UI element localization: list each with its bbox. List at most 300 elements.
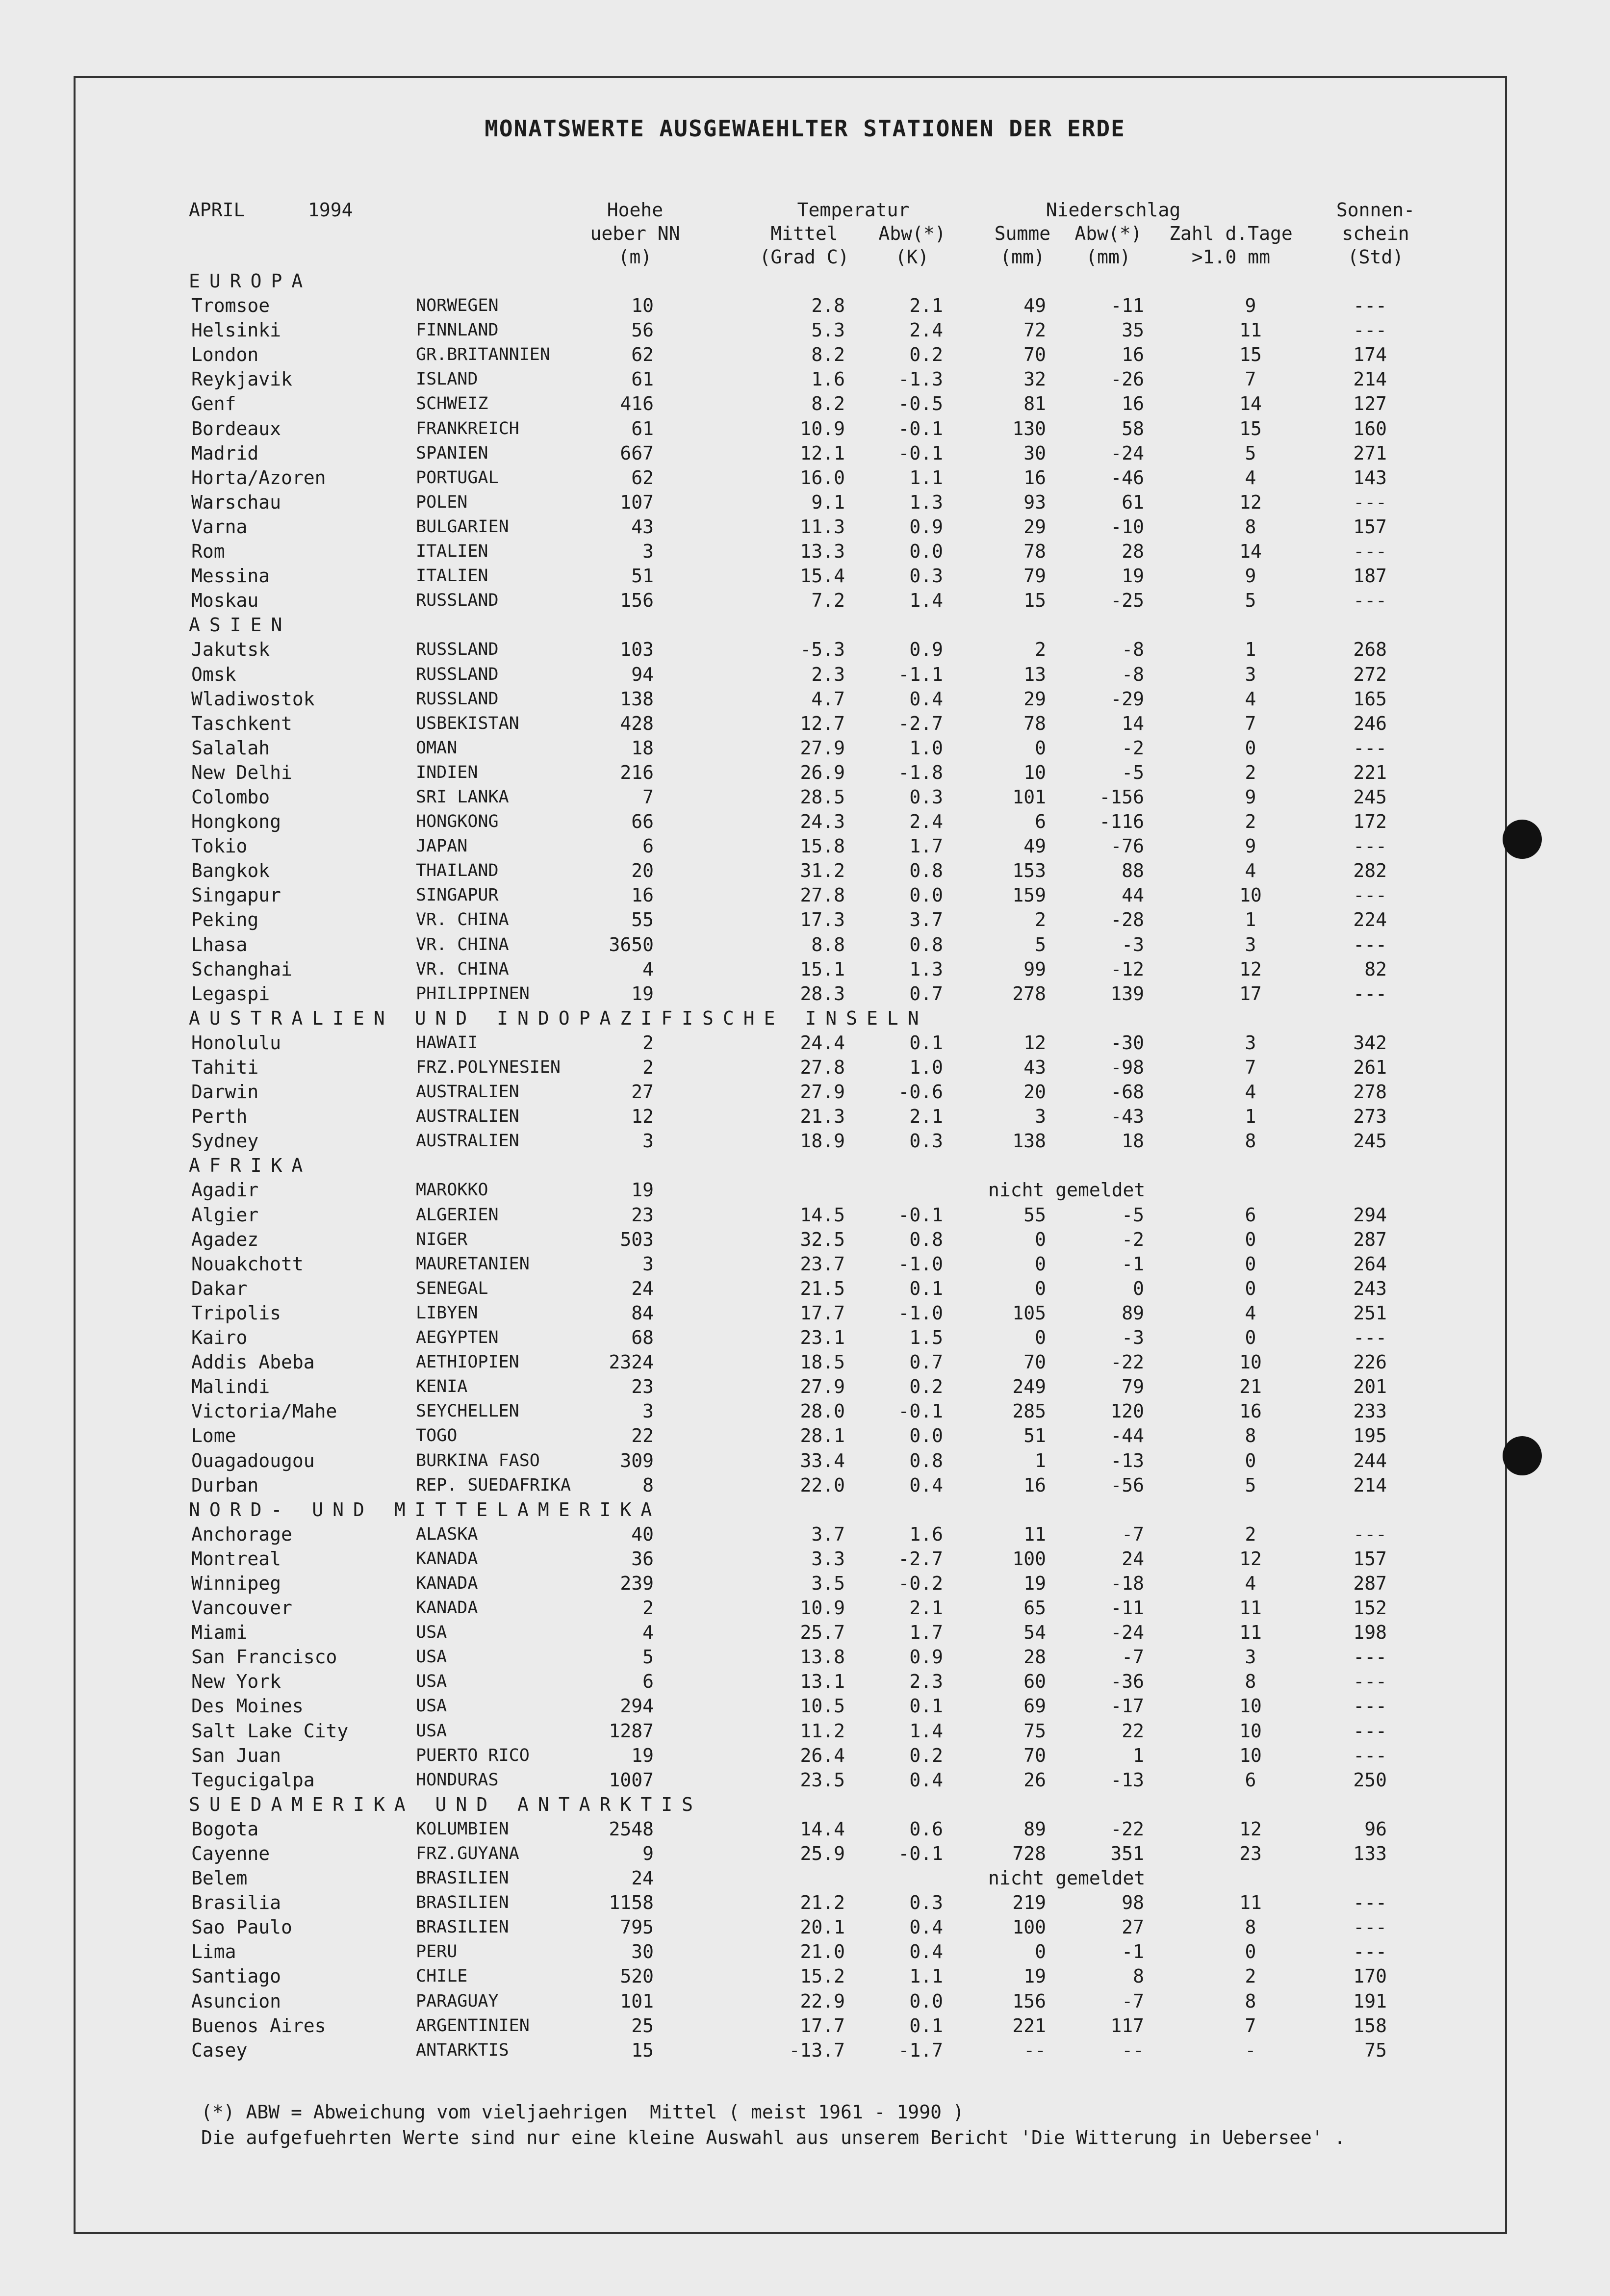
table-cell: -1 bbox=[1122, 1253, 1144, 1275]
table-cell: 28.0 bbox=[800, 1400, 845, 1422]
table-cell: 1007 bbox=[609, 1769, 654, 1791]
table-cell: AUSTRALIEN bbox=[416, 1082, 519, 1102]
table-cell: 2.8 bbox=[811, 295, 845, 317]
table-cell: 10 bbox=[1239, 1744, 1262, 1766]
table-cell: 94 bbox=[631, 663, 654, 685]
table-cell: 1 bbox=[1245, 909, 1256, 931]
table-cell: 1.1 bbox=[909, 466, 943, 489]
table-cell: 13.1 bbox=[800, 1671, 845, 1693]
table-cell: -1.8 bbox=[898, 761, 943, 783]
table-cell: 7 bbox=[1245, 2014, 1256, 2037]
table-cell: 5 bbox=[1245, 590, 1256, 612]
table-cell: -10 bbox=[1110, 516, 1144, 538]
table-cell: -7 bbox=[1122, 1646, 1144, 1668]
table-cell: 138 bbox=[620, 688, 654, 710]
table-cell: -1.7 bbox=[898, 2039, 943, 2061]
table-cell: 0.0 bbox=[909, 541, 943, 563]
table-cell: 75 bbox=[1364, 2039, 1387, 2061]
footnote bbox=[201, 2099, 1346, 2150]
table-cell: San Juan bbox=[191, 1744, 281, 1766]
table-row bbox=[0, 1841, 1610, 1866]
table-cell: 520 bbox=[620, 1965, 654, 1987]
section-title: NORD- UND MITTELAMERIKA bbox=[189, 1498, 662, 1521]
table-cell: 195 bbox=[1353, 1425, 1387, 1447]
table-cell: 2548 bbox=[609, 1818, 654, 1840]
table-cell: -2.7 bbox=[898, 712, 943, 734]
table-row bbox=[0, 1694, 1610, 1718]
table-cell: -11 bbox=[1110, 1597, 1144, 1619]
table-row bbox=[0, 367, 1610, 391]
table-cell: 0.0 bbox=[909, 1425, 943, 1447]
table-cell: 1.1 bbox=[909, 1965, 943, 1987]
table-cell: 172 bbox=[1353, 811, 1387, 833]
table-cell: NORWEGEN bbox=[416, 296, 499, 316]
table-cell: Lome bbox=[191, 1425, 236, 1447]
table-row bbox=[0, 1178, 1610, 1202]
table-cell: Salalah bbox=[191, 737, 270, 759]
table-cell: 8.2 bbox=[811, 393, 845, 415]
table-cell: 278 bbox=[1353, 1081, 1387, 1103]
table-cell: 0.0 bbox=[909, 1990, 943, 2012]
table-cell: -2 bbox=[1122, 737, 1144, 759]
table-row bbox=[0, 1252, 1610, 1276]
table-cell: 10.5 bbox=[800, 1695, 845, 1717]
table-cell: Casey bbox=[191, 2039, 248, 2061]
table-cell: Genf bbox=[191, 393, 236, 415]
table-cell: 20.1 bbox=[800, 1916, 845, 1938]
table-cell: 8 bbox=[1245, 1671, 1256, 1693]
table-row bbox=[0, 2038, 1610, 2063]
table-cell: 3 bbox=[642, 541, 654, 563]
table-cell: 120 bbox=[1110, 1400, 1144, 1422]
table-cell: 191 bbox=[1353, 1990, 1387, 2012]
table-cell: 2 bbox=[1245, 1523, 1256, 1545]
table-cell: PARAGUAY bbox=[416, 1991, 499, 2011]
table-cell: 31.2 bbox=[800, 860, 845, 882]
table-row bbox=[0, 1571, 1610, 1596]
table-cell: Durban bbox=[191, 1474, 259, 1496]
table-cell: Moskau bbox=[191, 590, 259, 612]
punch-hole bbox=[1503, 1436, 1542, 1475]
table-cell: 0 bbox=[1133, 1277, 1144, 1299]
table-cell: 246 bbox=[1353, 712, 1387, 734]
table-cell: Schanghai bbox=[191, 958, 292, 980]
table-cell: 23.7 bbox=[800, 1253, 845, 1275]
table-cell: FINNLAND bbox=[416, 320, 499, 340]
table-cell: ITALIEN bbox=[416, 566, 488, 586]
table-cell: Sydney bbox=[191, 1130, 259, 1152]
section-title: ASIEN bbox=[189, 614, 292, 636]
table-cell: 12 bbox=[1239, 491, 1262, 513]
table-cell: Buenos Aires bbox=[191, 2014, 326, 2037]
table-cell: -24 bbox=[1110, 442, 1144, 464]
table-cell: Victoria/Mahe bbox=[191, 1400, 337, 1422]
table-cell: 18 bbox=[1122, 1130, 1144, 1152]
table-cell: 0 bbox=[1035, 1277, 1046, 1299]
table-cell: 250 bbox=[1353, 1769, 1387, 1791]
table-cell: 23.1 bbox=[800, 1327, 845, 1349]
col-height-label-1: Hoehe bbox=[607, 199, 664, 221]
table-cell: RUSSLAND bbox=[416, 591, 499, 611]
table-cell: 0 bbox=[1245, 737, 1256, 759]
section-title: AUSTRALIEN UND INDOPAZIFISCHE INSELN bbox=[189, 1007, 928, 1029]
table-row bbox=[0, 637, 1610, 662]
table-cell: Asuncion bbox=[191, 1990, 281, 2012]
table-cell: -17 bbox=[1110, 1695, 1144, 1717]
table-cell: 9 bbox=[1245, 295, 1256, 317]
table-cell: --- bbox=[1353, 884, 1387, 906]
table-cell: 7 bbox=[1245, 712, 1256, 734]
table-cell: Messina bbox=[191, 565, 270, 587]
table-cell: 8 bbox=[1245, 1130, 1256, 1152]
table-cell: -- bbox=[1122, 2039, 1144, 2061]
table-cell: RUSSLAND bbox=[416, 689, 499, 709]
table-cell: 6 bbox=[642, 835, 654, 857]
table-cell: 84 bbox=[631, 1302, 654, 1324]
table-cell: 60 bbox=[1023, 1671, 1046, 1693]
table-cell: 214 bbox=[1353, 1474, 1387, 1496]
table-cell: 15.2 bbox=[800, 1965, 845, 1987]
table-cell: 0 bbox=[1035, 1228, 1046, 1250]
table-cell: 245 bbox=[1353, 786, 1387, 808]
table-row bbox=[0, 1522, 1610, 1547]
table-cell: 78 bbox=[1023, 541, 1046, 563]
table-cell: --- bbox=[1353, 319, 1387, 341]
table-cell: Agadez bbox=[191, 1228, 259, 1250]
table-cell: 36 bbox=[631, 1548, 654, 1570]
table-cell: 69 bbox=[1023, 1695, 1046, 1717]
table-cell: 11.3 bbox=[800, 516, 845, 538]
table-cell: 20 bbox=[631, 860, 654, 882]
table-cell: FRZ.GUYANA bbox=[416, 1844, 519, 1863]
table-cell: -0.1 bbox=[898, 1400, 943, 1422]
table-cell: 1.4 bbox=[909, 590, 943, 612]
table-cell: SINGAPUR bbox=[416, 885, 499, 905]
table-cell: -1.1 bbox=[898, 663, 943, 685]
table-cell: 18 bbox=[631, 737, 654, 759]
table-cell: 89 bbox=[1122, 1302, 1144, 1324]
table-cell: BRASILIEN bbox=[416, 1917, 509, 1937]
table-cell: 503 bbox=[620, 1228, 654, 1250]
table-cell: FRZ.POLYNESIEN bbox=[416, 1058, 561, 1077]
table-cell: Bogota bbox=[191, 1818, 259, 1840]
table-cell: 0.4 bbox=[909, 1916, 943, 1938]
table-cell: 51 bbox=[1023, 1425, 1046, 1447]
table-cell: 4.7 bbox=[811, 688, 845, 710]
table-cell: 3 bbox=[1245, 1032, 1256, 1054]
table-cell: -7 bbox=[1122, 1990, 1144, 2012]
table-cell: 27.9 bbox=[800, 1081, 845, 1103]
table-row bbox=[0, 416, 1610, 441]
table-cell: -44 bbox=[1110, 1425, 1144, 1447]
section-header bbox=[0, 1497, 1610, 1522]
table-row bbox=[0, 465, 1610, 490]
table-cell: Reykjavik bbox=[191, 368, 292, 390]
table-cell: 156 bbox=[1012, 1990, 1046, 2012]
table-cell: -13 bbox=[1110, 1769, 1144, 1791]
table-cell: 2.4 bbox=[909, 319, 943, 341]
col-sunshine-label-1: Sonnen- bbox=[1336, 199, 1415, 221]
table-cell: BRASILIEN bbox=[416, 1893, 509, 1913]
table-cell: 32 bbox=[1023, 368, 1046, 390]
table-cell: -0.1 bbox=[898, 1204, 943, 1226]
table-cell: 3650 bbox=[609, 933, 654, 955]
table-cell: Ouagadougou bbox=[191, 1449, 315, 1471]
table-cell: 239 bbox=[620, 1572, 654, 1594]
table-cell: 23 bbox=[631, 1376, 654, 1398]
table-cell: 8 bbox=[1245, 516, 1256, 538]
table-cell: 61 bbox=[631, 368, 654, 390]
col-temperature-label: Temperatur bbox=[797, 199, 910, 221]
table-cell: 11 bbox=[1023, 1523, 1046, 1545]
table-cell: USA bbox=[416, 1721, 447, 1741]
table-cell: 12 bbox=[1239, 958, 1262, 980]
table-cell: 294 bbox=[620, 1695, 654, 1717]
table-cell: Anchorage bbox=[191, 1523, 292, 1545]
table-cell: 261 bbox=[1353, 1057, 1387, 1078]
table-cell: -0.5 bbox=[898, 393, 943, 415]
table-cell: RUSSLAND bbox=[416, 664, 499, 684]
table-cell: 22.0 bbox=[800, 1474, 845, 1496]
table-row bbox=[0, 883, 1610, 907]
table-cell: 127 bbox=[1353, 393, 1387, 415]
table-cell: 24.4 bbox=[800, 1032, 845, 1054]
table-cell: 0.4 bbox=[909, 1474, 943, 1496]
table-cell: 309 bbox=[620, 1449, 654, 1471]
table-cell: -0.1 bbox=[898, 442, 943, 464]
table-cell: 25.9 bbox=[800, 1843, 845, 1864]
table-row bbox=[0, 2013, 1610, 2038]
table-cell: Addis Abeba bbox=[191, 1351, 315, 1373]
table-cell: 1.6 bbox=[811, 368, 845, 390]
table-cell: 17.7 bbox=[800, 2014, 845, 2037]
table-cell: 2 bbox=[642, 1597, 654, 1619]
table-cell: 6 bbox=[1245, 1204, 1256, 1226]
table-cell: 15.4 bbox=[800, 565, 845, 587]
table-cell: 133 bbox=[1353, 1843, 1387, 1864]
table-cell: Brasilia bbox=[191, 1892, 281, 1914]
table-cell: 272 bbox=[1353, 663, 1387, 685]
table-cell: --- bbox=[1353, 1916, 1387, 1938]
table-cell: 10 bbox=[1239, 1351, 1262, 1373]
table-cell: 9 bbox=[642, 1843, 654, 1864]
table-cell: 1287 bbox=[609, 1720, 654, 1742]
col-precip-days-label: Zahl d.Tage bbox=[1169, 223, 1293, 244]
table-cell: --- bbox=[1353, 1671, 1387, 1693]
table-cell: 8 bbox=[1245, 1916, 1256, 1938]
table-cell: --- bbox=[1353, 1695, 1387, 1717]
table-cell: 89 bbox=[1023, 1818, 1046, 1840]
table-row bbox=[0, 1350, 1610, 1374]
table-cell: 27 bbox=[631, 1081, 654, 1103]
table-cell: 187 bbox=[1353, 565, 1387, 587]
table-cell: Omsk bbox=[191, 663, 236, 685]
table-cell: --- bbox=[1353, 835, 1387, 857]
table-cell: --- bbox=[1353, 933, 1387, 955]
table-cell: 0.6 bbox=[909, 1818, 943, 1840]
table-cell: KANADA bbox=[416, 1573, 478, 1593]
table-cell: 0.8 bbox=[909, 933, 943, 955]
table-cell: 21.2 bbox=[800, 1892, 845, 1914]
table-cell: 68 bbox=[631, 1327, 654, 1349]
table-cell: 55 bbox=[631, 909, 654, 931]
table-row bbox=[0, 809, 1610, 834]
table-cell: 70 bbox=[1023, 344, 1046, 366]
table-cell: 795 bbox=[620, 1916, 654, 1938]
table-cell: Sao Paulo bbox=[191, 1916, 292, 1938]
table-cell: 1.3 bbox=[909, 958, 943, 980]
table-cell: 81 bbox=[1023, 393, 1046, 415]
table-row bbox=[0, 564, 1610, 588]
table-cell: MAURETANIEN bbox=[416, 1254, 530, 1274]
punch-hole bbox=[1503, 820, 1542, 859]
table-cell: 12.7 bbox=[800, 712, 845, 734]
table-cell: -22 bbox=[1110, 1818, 1144, 1840]
table-cell: GR.BRITANNIEN bbox=[416, 345, 550, 365]
table-cell: 243 bbox=[1353, 1277, 1387, 1299]
table-cell: 2 bbox=[1245, 1965, 1256, 1987]
table-row bbox=[0, 441, 1610, 465]
table-cell: Montreal bbox=[191, 1548, 281, 1570]
table-cell: -98 bbox=[1110, 1057, 1144, 1078]
table-cell: PERU bbox=[416, 1942, 458, 1962]
table-cell: Peking bbox=[191, 909, 259, 931]
table-cell: ALGERIEN bbox=[416, 1205, 499, 1225]
table-cell: 294 bbox=[1353, 1204, 1387, 1226]
col-sunshine-unit: (Std) bbox=[1347, 246, 1404, 268]
table-cell: 216 bbox=[620, 761, 654, 783]
table-cell: 0.9 bbox=[909, 1646, 943, 1668]
table-cell: 12 bbox=[1239, 1818, 1262, 1840]
table-cell: 65 bbox=[1023, 1597, 1046, 1619]
table-cell: KENIA bbox=[416, 1377, 468, 1397]
table-cell: 11 bbox=[1239, 1892, 1262, 1914]
table-cell: 3.3 bbox=[811, 1548, 845, 1570]
table-cell: Nouakchott bbox=[191, 1253, 304, 1275]
page-title: MONATSWERTE AUSGEWAEHLTER STATIONEN DER ERDE bbox=[485, 115, 1125, 142]
table-cell: PHILIPPINEN bbox=[416, 983, 530, 1004]
table-cell: 12.1 bbox=[800, 442, 845, 464]
report-month: APRIL bbox=[189, 199, 245, 221]
table-cell: Madrid bbox=[191, 442, 259, 464]
table-row bbox=[0, 1129, 1610, 1153]
table-cell: 25 bbox=[631, 2014, 654, 2037]
table-row bbox=[0, 858, 1610, 883]
table-cell: 159 bbox=[1012, 884, 1046, 906]
table-cell: 100 bbox=[1012, 1548, 1046, 1570]
table-cell: 54 bbox=[1023, 1622, 1046, 1644]
table-cell: Des Moines bbox=[191, 1695, 304, 1717]
table-cell: 264 bbox=[1353, 1253, 1387, 1275]
table-cell: nicht gemeldet bbox=[988, 1867, 1146, 1889]
table-row bbox=[0, 1203, 1610, 1227]
table-cell: --- bbox=[1353, 1523, 1387, 1545]
table-row bbox=[0, 1939, 1610, 1964]
table-cell: -1 bbox=[1122, 1941, 1144, 1963]
table-cell: 30 bbox=[631, 1941, 654, 1963]
table-cell: 0.2 bbox=[909, 1376, 943, 1398]
table-cell: 27 bbox=[1122, 1916, 1144, 1938]
table-cell: Lima bbox=[191, 1941, 236, 1963]
table-cell: USA bbox=[416, 1672, 447, 1692]
table-cell: -76 bbox=[1110, 835, 1144, 857]
footnote-line: Die aufgefuehrten Werte sind nur eine kleine Auswahl aus unserem Bericht 'Die Witterung in Uebersee' . bbox=[201, 2127, 1346, 2148]
table-cell: USA bbox=[416, 1623, 447, 1643]
table-cell: 23.5 bbox=[800, 1769, 845, 1791]
table-cell: San Francisco bbox=[191, 1646, 337, 1668]
table-cell: Vancouver bbox=[191, 1597, 292, 1619]
table-cell: 0 bbox=[1035, 1941, 1046, 1963]
section-header bbox=[0, 613, 1610, 637]
table-cell: Cayenne bbox=[191, 1843, 270, 1864]
table-cell: -3 bbox=[1122, 1327, 1144, 1349]
table-cell: RUSSLAND bbox=[416, 640, 499, 660]
table-row bbox=[0, 1055, 1610, 1080]
table-cell: 24.3 bbox=[800, 811, 845, 833]
table-cell: 7 bbox=[642, 786, 654, 808]
report-year: 1994 bbox=[308, 199, 353, 221]
table-cell: AUSTRALIEN bbox=[416, 1131, 519, 1151]
table-cell: 27.9 bbox=[800, 737, 845, 759]
table-cell: CHILE bbox=[416, 1966, 468, 1986]
table-cell: 0 bbox=[1245, 1228, 1256, 1250]
table-cell: HAWAII bbox=[416, 1032, 478, 1053]
table-cell: 11 bbox=[1239, 319, 1262, 341]
table-cell: 21.3 bbox=[800, 1106, 845, 1128]
table-row bbox=[0, 1325, 1610, 1350]
table-cell: 0.1 bbox=[909, 1695, 943, 1717]
table-cell: 58 bbox=[1122, 417, 1144, 439]
table-cell: 14 bbox=[1239, 393, 1262, 415]
table-row bbox=[0, 981, 1610, 1006]
table-cell: 2 bbox=[642, 1032, 654, 1054]
table-cell: 0.1 bbox=[909, 2014, 943, 2037]
table-cell: New York bbox=[191, 1671, 281, 1693]
table-cell: nicht gemeldet bbox=[988, 1179, 1146, 1201]
table-cell: 24 bbox=[631, 1277, 654, 1299]
table-cell: 16 bbox=[1122, 344, 1144, 366]
table-cell: KOLUMBIEN bbox=[416, 1819, 509, 1839]
table-cell: -13.7 bbox=[789, 2039, 845, 2061]
table-cell: KANADA bbox=[416, 1548, 478, 1569]
table-cell: 24 bbox=[1122, 1548, 1144, 1570]
table-cell: 17 bbox=[1239, 982, 1262, 1005]
table-cell: 130 bbox=[1012, 417, 1046, 439]
table-cell: --- bbox=[1353, 590, 1387, 612]
table-cell: 15 bbox=[1023, 590, 1046, 612]
table-cell: 233 bbox=[1353, 1400, 1387, 1422]
table-row bbox=[0, 1596, 1610, 1620]
table-cell: 4 bbox=[1245, 688, 1256, 710]
table-cell: 8 bbox=[1245, 1425, 1256, 1447]
table-cell: -2.7 bbox=[898, 1548, 943, 1570]
col-precip-label: Niederschlag bbox=[1046, 199, 1181, 221]
table-cell: 5 bbox=[1245, 442, 1256, 464]
table-cell: 0 bbox=[1245, 1277, 1256, 1299]
table-cell: 28.3 bbox=[800, 982, 845, 1005]
table-cell: Rom bbox=[191, 541, 225, 563]
table-cell: 43 bbox=[631, 516, 654, 538]
col-precip-sum-label: Summe bbox=[994, 223, 1051, 244]
table-cell: 61 bbox=[1122, 491, 1144, 513]
table-cell: 6 bbox=[642, 1671, 654, 1693]
table-cell: 26 bbox=[1023, 1769, 1046, 1791]
table-cell: --- bbox=[1353, 1327, 1387, 1349]
table-cell: 18.5 bbox=[800, 1351, 845, 1373]
table-cell: 1.5 bbox=[909, 1327, 943, 1349]
table-cell: 2 bbox=[1035, 639, 1046, 661]
table-cell: 287 bbox=[1353, 1228, 1387, 1250]
